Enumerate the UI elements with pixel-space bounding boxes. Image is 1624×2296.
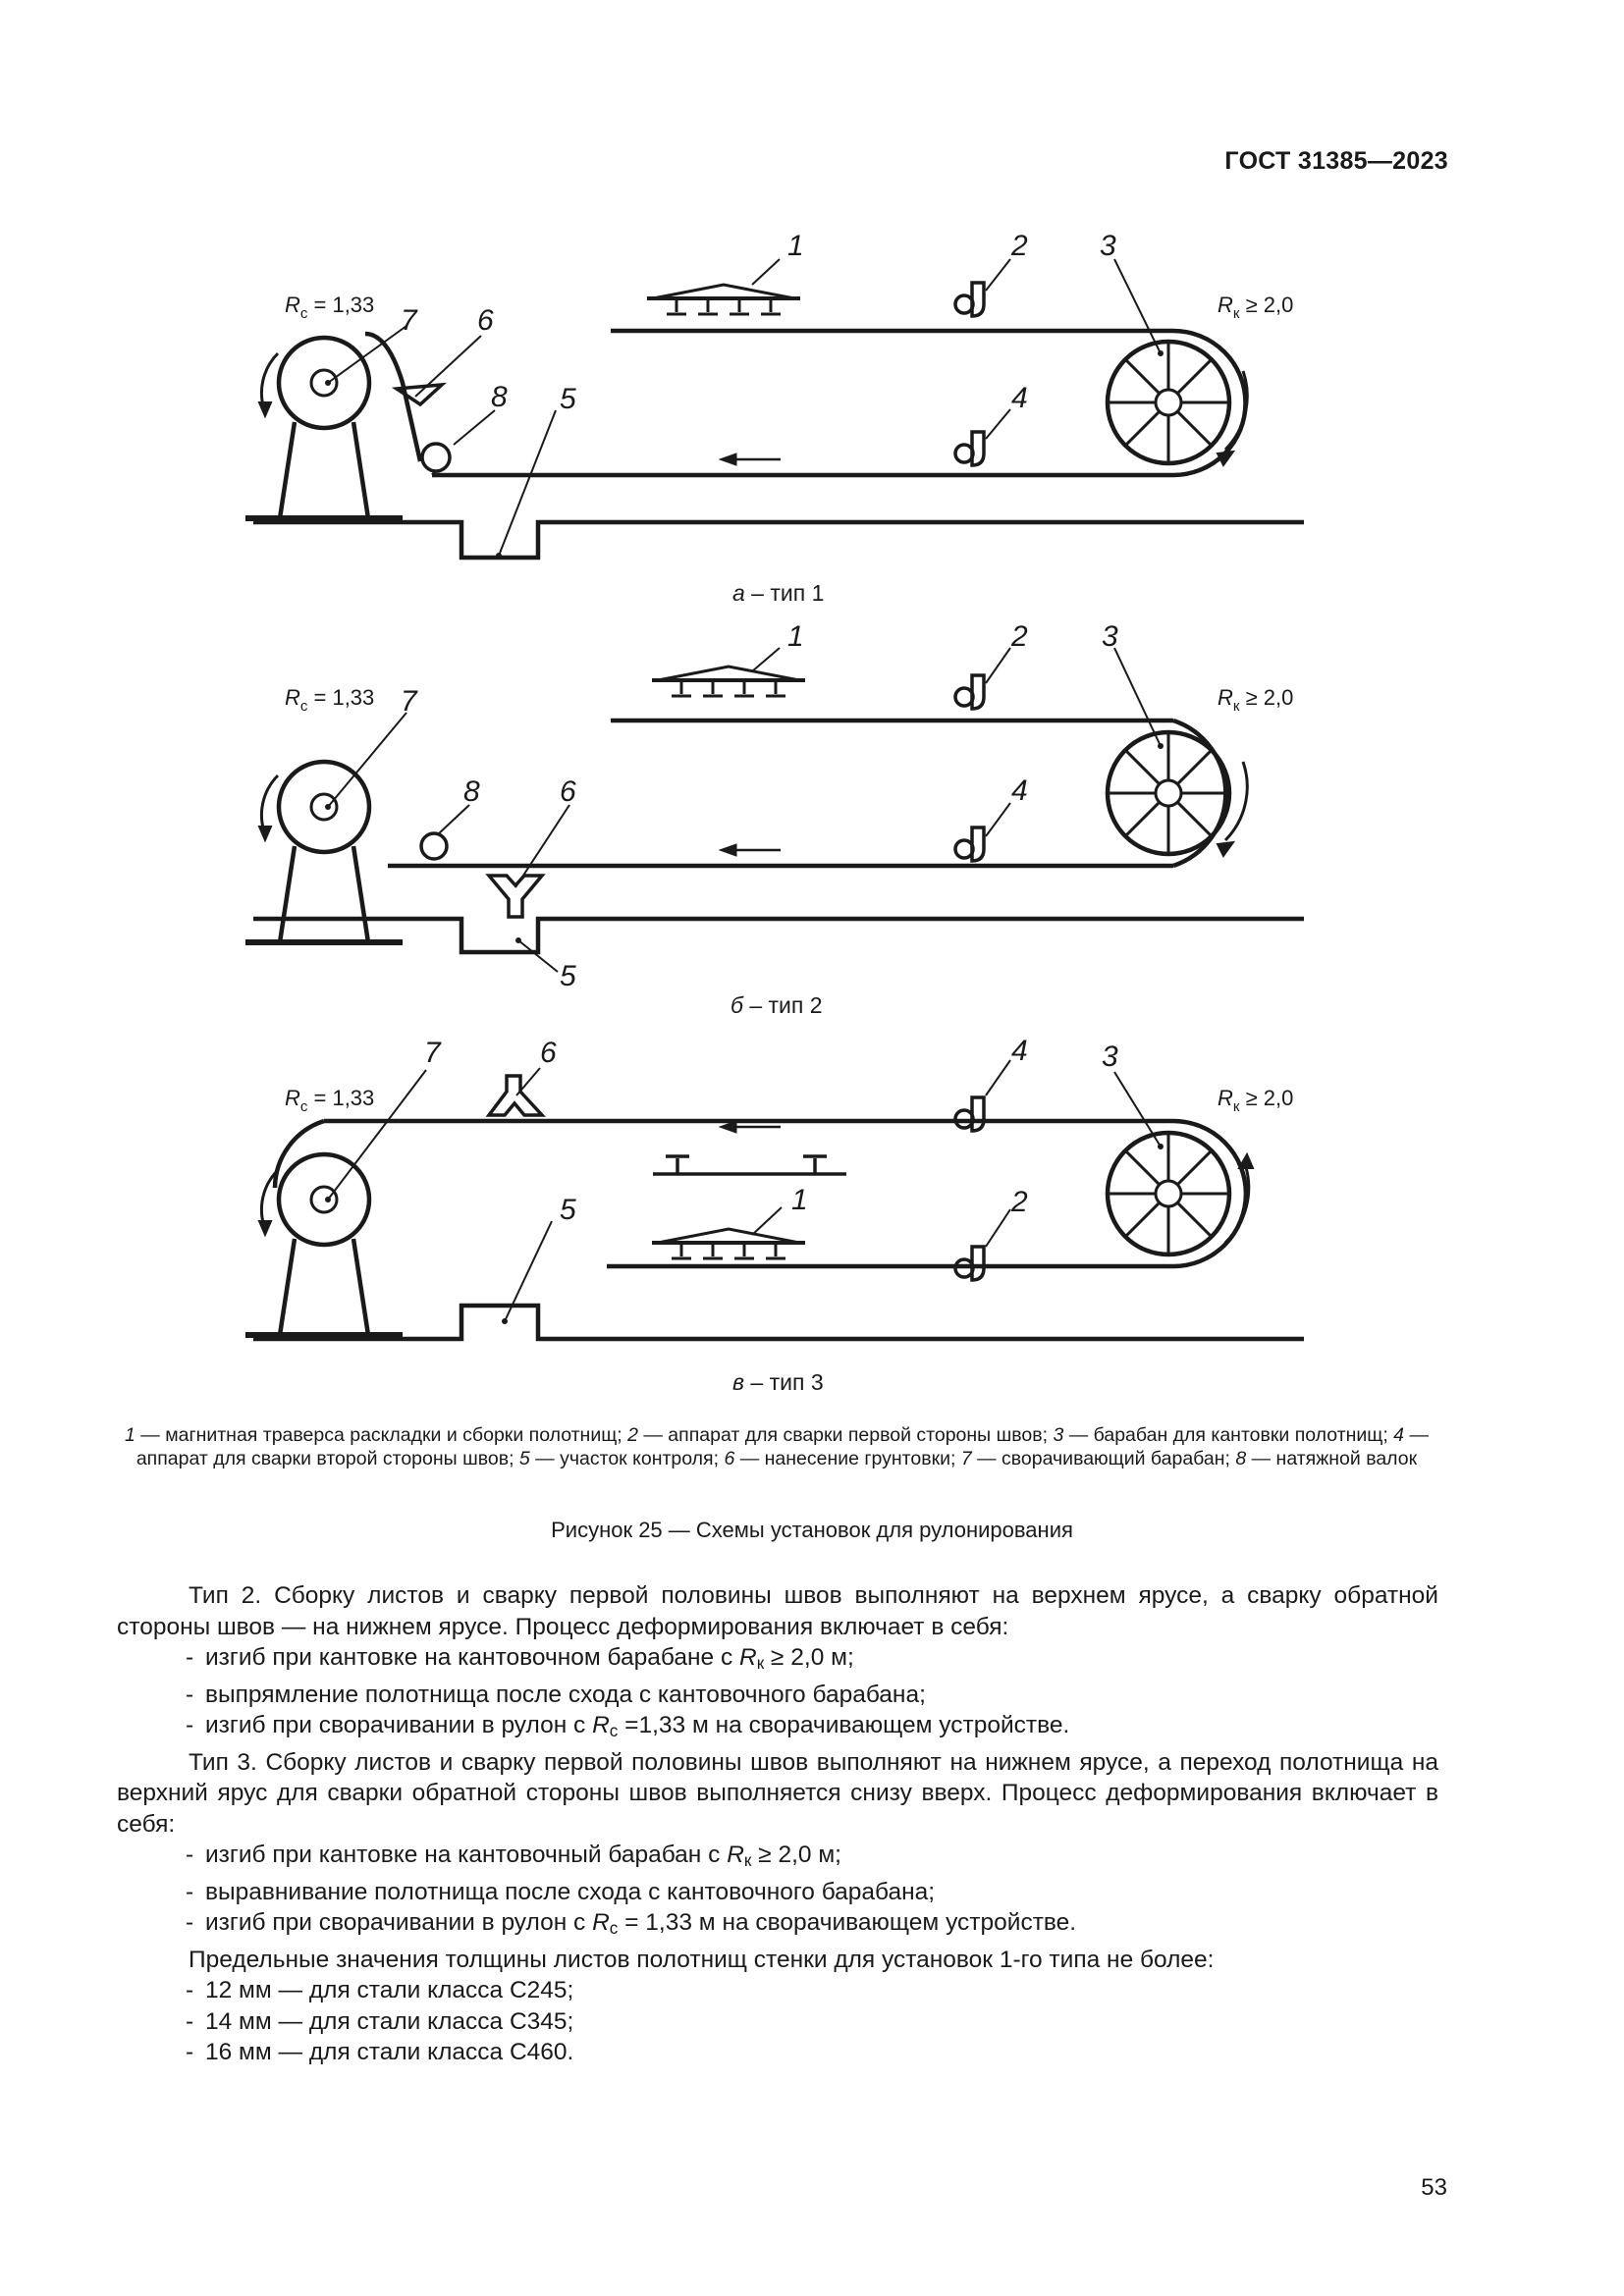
- rk-label: $R_к \ge 2,0$: [1218, 293, 1294, 322]
- list-item: - 14 мм — для стали класса С345;: [186, 2007, 574, 2035]
- tension-roller-8: [421, 833, 447, 859]
- rc-label: $R_с = 1,33$: [285, 293, 375, 322]
- list-item: - 12 мм — для стали класса С245;: [186, 1977, 574, 2003]
- primer-6: [489, 876, 542, 917]
- figure-title: Рисунок 25 — Схемы установок для рулонирования: [551, 1518, 1073, 1542]
- traverse-1: [652, 1229, 805, 1258]
- label-3: 3: [1102, 620, 1118, 653]
- diagram-type-2: [245, 620, 1304, 1018]
- label-8: 8: [491, 381, 508, 413]
- document-header: ГОСТ 31385—2023: [1224, 147, 1448, 175]
- label-2: 2: [1011, 620, 1028, 653]
- primer-6: [489, 1076, 542, 1115]
- label-4: 4: [1011, 774, 1028, 807]
- label-7: 7: [424, 1037, 441, 1069]
- traverse-1: [652, 667, 805, 696]
- list-item: - изгиб при кантовке на кантовочном барабане с $R_к \ge 2,0$ м;: [186, 1644, 854, 1673]
- body-text: [117, 1580, 1438, 2068]
- welder-2: [955, 283, 984, 316]
- drum-3: [1108, 342, 1229, 463]
- label-4: 4: [1011, 382, 1028, 414]
- list-item: - изгиб при сворачивании в рулон с $R_с = 1,33$ м на сворачивающем устройстве.: [186, 1909, 1077, 1938]
- rc-label: $R_с = 1,33$: [285, 1086, 375, 1115]
- label-5: 5: [560, 383, 576, 415]
- label-6: 6: [477, 304, 494, 337]
- paragraph: Тип 3. Сборку листов и сварку первой половины швов выполняют на нижнем ярусе, а переход полотнища на верхний ярус для сварки обратной стороны швов выполняется снизу вверх. Процесс деформирования включает в себя:: [117, 1748, 1438, 1838]
- paragraph: Предельные значения толщины листов полотнищ стенки для установок 1-го типа не более:: [189, 1946, 1215, 1973]
- diagram-type-3: [245, 1035, 1304, 1395]
- rc-label: $R_с = 1,33$: [285, 685, 375, 715]
- label-2: 2: [1011, 230, 1028, 262]
- label-6: 6: [540, 1037, 557, 1069]
- diagram-type-1: [245, 230, 1304, 606]
- welder-4: [955, 828, 984, 861]
- figure-legend: 1 — магнитная траверса раскладки и сборки полотнищ; 2 — аппарат для сварки первой стороны швов; 3 — барабан для кантовки полотнищ; 4 — аппарат для сварки второй стороны швов; 5 — участок контроля; 6 — нанесение грунтовки; 7 — сворачивающий барабан; 8 — натяжной валок: [125, 1424, 1429, 1469]
- rk-label: $R_к \ge 2,0$: [1218, 1086, 1294, 1115]
- lifting-beam: [653, 1156, 846, 1174]
- caption-a: а – тип 1: [732, 580, 825, 606]
- list-item: - выравнивание полотнища после схода с кантовочного барабана;: [186, 1878, 936, 1905]
- welder-2: [955, 675, 984, 709]
- drum-3: [1108, 732, 1229, 854]
- welder-4: [955, 1097, 984, 1131]
- label-7: 7: [401, 304, 417, 337]
- paragraph: Тип 2. Сборку листов и сварку первой половины швов выполняют на верхнем ярусе, а сварку обратной стороны швов — на нижнем ярусе. Процесс деформирования включает в себя:: [117, 1582, 1438, 1640]
- label-7: 7: [401, 685, 417, 718]
- primer-6: [397, 385, 442, 404]
- label-4: 4: [1011, 1035, 1028, 1067]
- label-1: 1: [791, 1184, 808, 1216]
- label-2: 2: [1011, 1186, 1028, 1218]
- label-5: 5: [560, 1194, 576, 1226]
- caption-b: б – тип 2: [731, 992, 823, 1018]
- caption-c: в – тип 3: [732, 1369, 824, 1395]
- list-item: - выпрямление полотнища после схода с кантовочного барабана;: [186, 1681, 926, 1708]
- label-1: 1: [787, 230, 804, 262]
- label-3: 3: [1100, 230, 1116, 262]
- label-1: 1: [787, 620, 804, 653]
- page-number: 53: [1421, 2174, 1447, 2201]
- list-item: - 16 мм — для стали класса С460.: [186, 2039, 574, 2065]
- rk-label: $R_к \ge 2,0$: [1218, 685, 1294, 715]
- list-item: - изгиб при сворачивании в рулон с $R_с =1,33$ м на сворачивающем устройстве.: [186, 1712, 1070, 1740]
- traverse-1: [647, 285, 800, 314]
- tension-roller-8: [422, 444, 450, 471]
- welder-4: [955, 432, 984, 465]
- label-6: 6: [560, 775, 576, 808]
- drum-3: [1108, 1133, 1229, 1255]
- label-3: 3: [1102, 1041, 1118, 1073]
- list-item: - изгиб при кантовке на кантовочный барабан с $R_к \ge 2,0$ м;: [186, 1842, 841, 1870]
- welder-2: [955, 1247, 984, 1280]
- label-8: 8: [463, 775, 480, 808]
- label-5: 5: [560, 960, 576, 992]
